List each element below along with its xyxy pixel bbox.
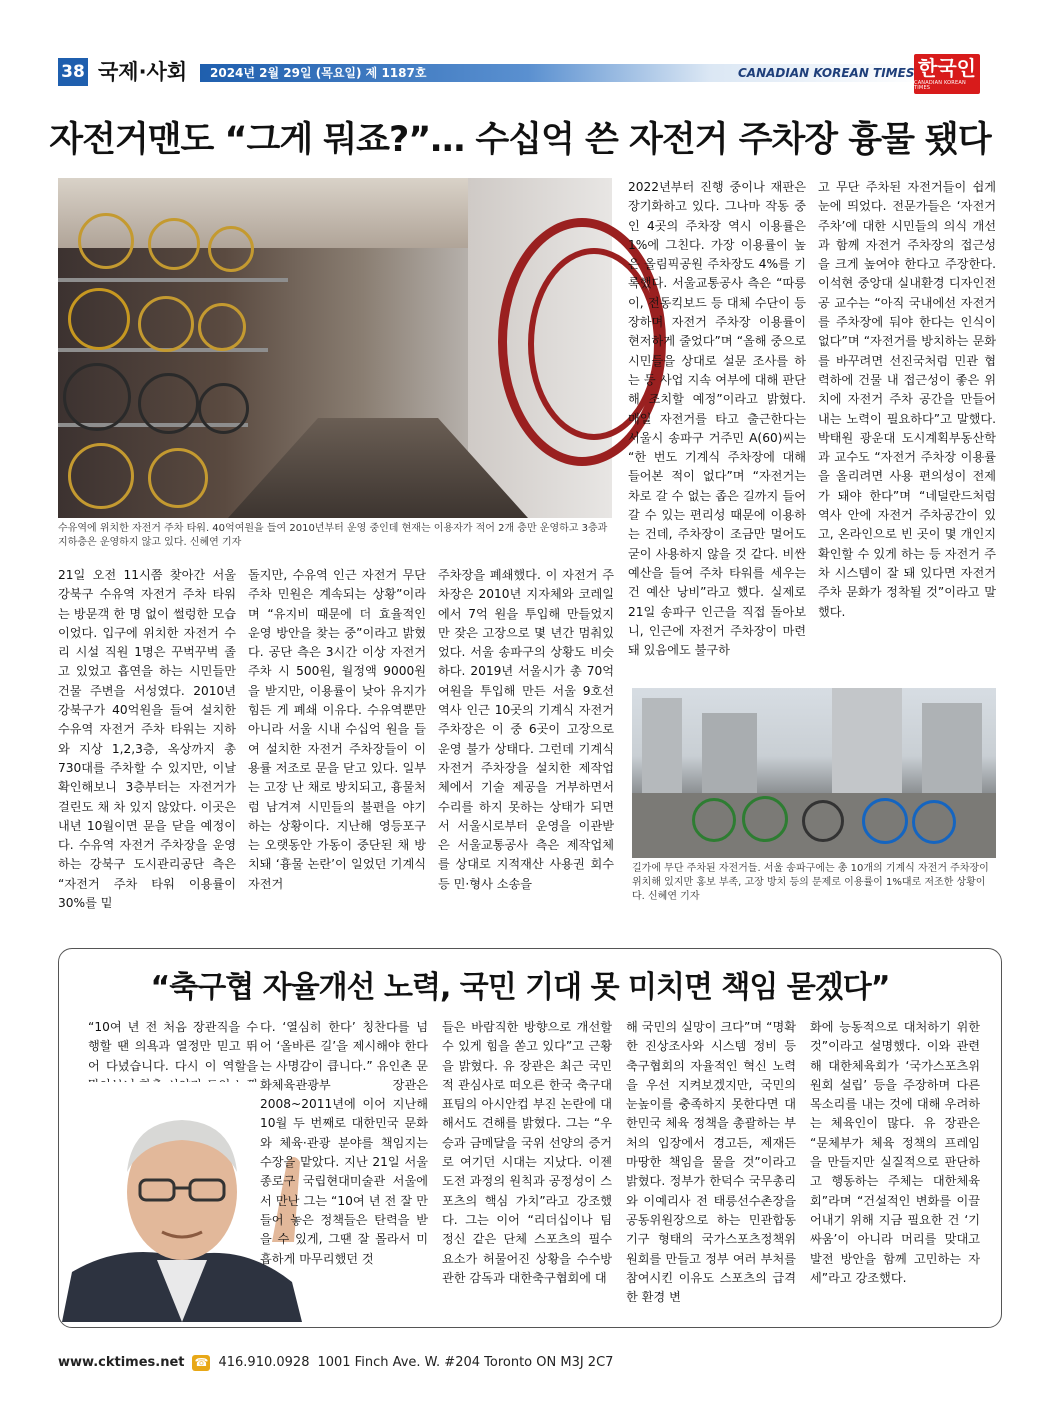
section-title: 국제·사회 bbox=[98, 60, 188, 84]
paper-name: CANADIAN KOREAN TIMES bbox=[738, 66, 915, 80]
article-column-3: 주차장을 폐쇄했다. 이 자전거 주차장은 2010년 지자체와 코레일에서 7억 원을 투입해 만들었지만 잦은 고장으로 몇 년간 멈춰있었다. 서울 송파구의 상황도 비슷하다. 2019년 서울시가 총 70억여원을 투입해 만든 서울 9호선 역사 인근 10곳의 기계식 자전거 주차장은 이 중 6곳이 고장으로 운영 불가 상태다. 그런데 기계식 자전거 주차장을 설치한 제작업체에서 기술 제공을 거부하면서 수리를 하지 못하는 상태가 되면서 서울시로부터 운영을 이관받은 서울교통공사 측은 제작업체를 상대로 지적재산 사용권 회수 등 민·형사 소송을 bbox=[438, 568, 614, 891]
website-link[interactable]: www.cktimes.net bbox=[58, 1355, 185, 1370]
photo2-caption: 길가에 무단 주차된 자전거들. 서울 송파구에는 총 10개의 기계식 자전거 주차장이 위치해 있지만 홍보 부족, 고장 방치 등의 문제로 이용률이 1%대로 저조한 상황이다. 신혜연 기자 bbox=[632, 863, 989, 902]
interview-column-4: 해 국민의 실망이 크다”며 “명확한 진상조사와 시스템 정비 등 축구협회의 자율적인 혁신 노력을 우선 지켜보겠지만, 국민의 눈높이를 충족하지 못한다면 대한민국 체육 정책을 총괄하는 부처의 입장에서 경고든, 제재든 마땅한 책임을 물을 것”이라고 밝혔다. 정부가 한덕수 국무총리와 이예리사 전 태릉선수촌장을 공동위원장으로 하는 민관합동기구 형태의 국가스포츠정책위원회를 만들고 정부 여러 부처를 참여시킨 이유도 스포츠의 급격한 환경 변 bbox=[626, 1020, 796, 1305]
article-column-5: 고 무단 주차된 자전거들이 쉽게 눈에 띄었다. 전문가들은 ‘자전거 주차’에 대한 시민들의 의식 개선과 함께 자전거 주차장의 접근성을 크게 높여야 한다고 주장한다. 이석현 중앙대 실내환경 디자인전공 교수는 “아직 국내에선 자전거를 주차장에 둬야 한다는 인식이 없다”며 “자전거를 방치하는 문화를 바꾸려면 선진국처럼 민관 협력하에 건물 내 접근성이 좋은 위치에 자전거 주차 공간을 만들어내는 노력이 필요하다”고 말했다. 박태원 광운대 도시계획부동산학과 교수도 “자전거 주차장 이용률을 올리려면 사용 편의성이 전제가 돼야 한다”며 “네덜란드처럼 역사 안에 자전거 주차공간이 있고, 온라인으로 빈 곳이 몇 개인지 확인할 수 있게 하는 등 자전거 주차 시스템이 잘 돼 있다면 자전거 주차 문화가 정착될 것”이라고 말했다. bbox=[818, 180, 996, 619]
street-bicycles-photo bbox=[632, 688, 996, 858]
interview-column-1: “10여 년 전 처음 장관직을 수행할 땐 의욕과 열정만 믿고 뛰어 다녔습니다. 다시 이 역할을 bbox=[88, 1020, 258, 1073]
phone-number: 416.910.0928 bbox=[218, 1355, 310, 1370]
interview-column-2: 다. ‘열심히 한다’ 칭찬다를 넘어 ‘올바른 길’을 제시해야 한다는 사명감이 큽니다.” 유인촌 문화체육관광부 장관은 2008~2011년에 이어 지난해 10월 두 번째로 대한민국 문화와 체육·관광 분야를 책임지는 수장을 맡았다. 지난 21일 서울 종로구 국립현대미술관 서울에서 만난 그는 “10여 년 전 잘 만들어 놓은 정책들은 탄력을 받을 수 있게, 그땐 잘 몰라서 미흡하게 마무리했던 것 bbox=[260, 1020, 428, 1266]
photo-caption: 수유역에 위치한 자전거 주차 타워. 40억여원을 들여 2010년부터 운영 중인데 현재는 이용자가 적어 2개 층만 운영하고 3층과 지하층은 운영하지 않고 있다. 신혜연 기자 bbox=[58, 523, 608, 548]
bicycle-parking-tower-photo bbox=[58, 178, 612, 518]
interview-column-3: 들은 바람직한 방향으로 개선할 수 있게 힘을 쏟고 있다”고 근황을 밝혔다. 유 장관은 최근 국민적 관심사로 떠오른 한국 축구대표팀의 아시안컵 부진 논란에 대해서도 견해를 밝혔다. 그는 “우승과 금메달을 국위 선양의 증거로 여기던 시대는 지났다. 이젠 도전 과정의 원칙과 공정성이 스포츠의 핵심 가치”라고 강조했다. 그는 이어 “리더십이나 팀 정신 같은 단체 스포츠의 필수 요소가 허물어진 상황을 수수방관한 감독과 대한축구협회에 대 bbox=[442, 1020, 612, 1285]
article-column-1: 21일 오전 11시쯤 찾아간 서울 강북구 수유역 자전거 주차 타워는 방문객 한 명 없이 썰렁한 모습이었다. 입구에 위치한 자전거 수리 시설 직원 1명은 꾸벅꾸벅 졸고 있었고 흡연을 하는 시민들만 건물 주변을 서성였다. 2010년 강북구가 40억원을 들여 설치한 수유역 자전거 주차 타워는 지하와 지상 1,2,3층, 옥상까지 총 730대를 주차할 수 있지만, 이날 확인해보니 3층부터는 자전거가 걸린도 채 차 있지 않았다. 이곳은 내년 10월이면 문을 닫을 예정이다. 수유역 자전거 주차장을 운영하는 강북구 도시관리공단 측은 “자전거 주차 타워 이용률이 30%를 밑 bbox=[58, 568, 236, 911]
footer bbox=[58, 1354, 613, 1372]
article-headline: 자전거맨도 “그게 뭐죠?”… 수십억 쓴 자전거 주차장 흉물 됐다 bbox=[49, 120, 991, 160]
interview-column-5: 화에 능동적으로 대처하기 위한 것”이라고 설명했다. 이와 관련해 대한체육회가 ‘국가스포츠위원회 설립’ 등을 주장하며 다른 목소리를 내는 것에 대해 우려하는 체육인이 많다. 유 장관은 “문체부가 체육 정책의 프레임을 만들지만 실질적으로 판단하고 행동하는 주체는 대한체육회”라며 “건설적인 변화를 이끌어내기 위해 지금 필요한 건 ‘기 싸움’이 아니라 머리를 맞대고 발전 방안을 함께 고민하는 자세”라고 강조했다. bbox=[810, 1020, 980, 1285]
phone-icon: ☎ bbox=[192, 1355, 210, 1371]
article-column-2: 돌지만, 수유역 인근 자전거 무단 주차 민원은 계속되는 상황”이라며 “유지비 때문에 더 효율적인 운영 방안을 찾는 중”이라고 밝혔다. 공단 측은 3시간 이상 자전거 주차 시 500원, 월정액 9000원을 받지만, 이용률이 낮아 유지가 힘든 게 폐쇄 이유다. 수유역뿐만 아니라 서울 시내 수십억 원을 들여 설치한 자전거 주차장들이 이용률 저조로 문을 닫고 있다. 일부는 고장 난 채로 방치되고, 흉물처럼 남겨져 시민들의 불편을 야기하는 상황이다. 지난해 영등포구는 오랫동안 가동이 중단된 채 방치돼 ‘흉물 논란’이 일었던 기계식 자전거 bbox=[248, 568, 426, 891]
article-column-4: 2022년부터 진행 중이나 재판은 장기화하고 있다. 그나마 작동 중인 4곳의 주차장 역시 이용률은 1%에 그친다. 가장 이용률이 높은 올림픽공원 주차장도 4%를 기록했다. 서울교통공사 측은 “따릉이, 전동킥보드 등 대체 수단이 등장하며 자전거 주차장 이용률이 현저하게 줄었다”며 “올해 중으로 시민들을 상대로 설문 조사를 하는 등 사업 지속 여부에 대해 판단해 조치할 예정”이라고 밝혔다. 매일 자전거를 타고 출근한다는 서울시 송파구 거주민 A(60)씨는 “한 번도 기계식 주차장에 대해 들어본 적이 없다”며 “자전거는 차로 갈 수 없는 좁은 길까지 들어갈 수 있는 편리성 때문에 이용하는 건데, 주차장이 조금만 멀어도 굳이 사용하지 않을 것 같다. 비싼 예산을 들여 주차 타워를 세우는 건 예산 낭비”라고 했다. 실제로 21일 송파구 인근을 직접 돌아보니, 인근에 자전거 주차장이 마련돼 있음에도 불구하 bbox=[628, 180, 806, 658]
issue-date: 2024년 2월 29일 (목요일) 제 1187호 bbox=[210, 66, 427, 80]
newspaper-logo bbox=[914, 54, 980, 94]
page-number: 38 bbox=[58, 58, 88, 86]
logo-text: 한국인 bbox=[918, 55, 976, 80]
logo-subtext: CANADIAN KOREAN TIMES bbox=[914, 79, 966, 91]
interview-headline: “축구협 자율개선 노력, 국민 기대 못 미치면 책임 묻겠다” bbox=[150, 970, 890, 1005]
address: 1001 Finch Ave. W. #204 Toronto ON M3J 2C7 bbox=[317, 1355, 614, 1370]
